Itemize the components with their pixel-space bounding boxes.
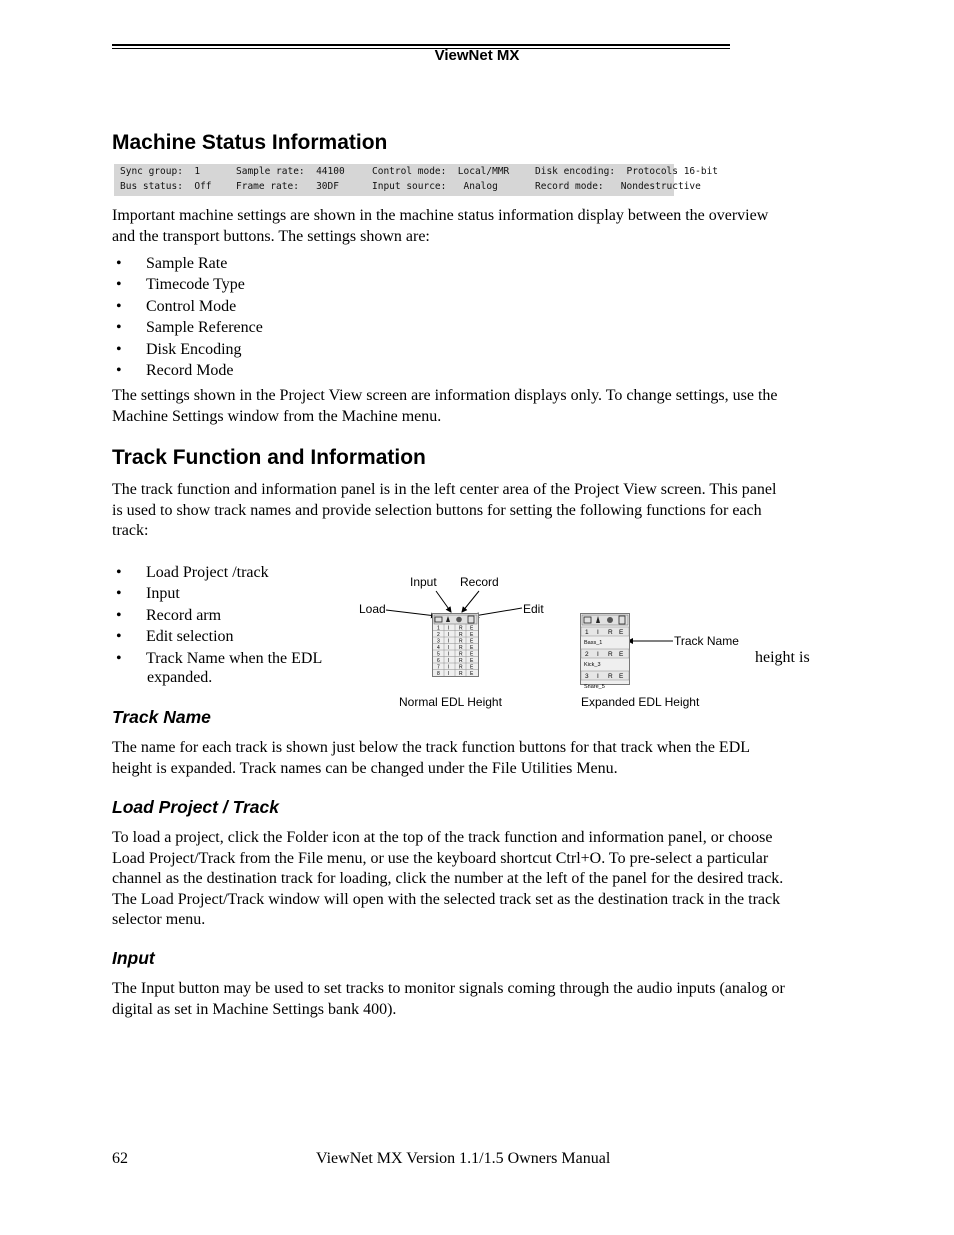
normal-button-letter: E bbox=[470, 671, 474, 677]
normal-button-letter: R bbox=[459, 645, 463, 651]
settings-list bbox=[112, 253, 263, 381]
normal-edl-panel bbox=[432, 613, 479, 677]
normal-button-letter: E bbox=[470, 664, 474, 671]
normal-button-letter: E bbox=[470, 632, 474, 638]
subheading-input: Input bbox=[112, 948, 155, 968]
normal-button-letter: R bbox=[459, 638, 463, 645]
list-item: • Record arm bbox=[112, 605, 322, 626]
list-item: • Timecode Type bbox=[112, 274, 263, 295]
text-line: The name for each track is shown just below the track function buttons for that track when the EDL bbox=[112, 739, 751, 756]
list-item: • Input bbox=[112, 583, 322, 604]
input-button-letter: I bbox=[597, 629, 599, 636]
label-edit: Edit bbox=[523, 602, 544, 616]
normal-button-letter: E bbox=[470, 625, 474, 632]
status-control-mode: Control mode: Local/MMR bbox=[372, 166, 510, 177]
normal-button-letter: R bbox=[459, 671, 463, 677]
track-name-paragraph bbox=[112, 738, 842, 779]
load-project-paragraph bbox=[112, 828, 842, 931]
footer-title: ViewNet MX Version 1.1/1.5 Owners Manual bbox=[316, 1150, 611, 1167]
section-heading-track-function: Track Function and Information bbox=[112, 446, 426, 469]
normal-button-letter: I bbox=[448, 671, 450, 677]
text-line: Machine Settings window from the Machine menu. bbox=[112, 407, 442, 425]
list-item: • Disk Encoding bbox=[112, 339, 263, 360]
normal-track-number: 1 bbox=[437, 625, 440, 632]
label-track-name: Track Name bbox=[674, 634, 739, 648]
label-record: Record bbox=[460, 575, 499, 589]
caption-normal: Normal EDL Height bbox=[399, 695, 502, 709]
normal-track-number: 5 bbox=[437, 651, 440, 658]
normal-button-letter: R bbox=[459, 651, 463, 658]
text-line: The Input button may be used to set tracks to monitor signals coming through the audio inputs (analog or bbox=[112, 980, 785, 997]
text-line: Important machine settings are shown in the machine status information display between the overview bbox=[112, 207, 769, 224]
machine-status-intro bbox=[112, 206, 842, 247]
subheading-load-project: Load Project / Track bbox=[112, 797, 279, 817]
normal-button-letter: I bbox=[448, 645, 450, 651]
edl-figure bbox=[350, 570, 770, 715]
normal-button-letter: E bbox=[470, 645, 474, 651]
section-heading-machine-status: Machine Status Information bbox=[112, 131, 388, 154]
expanded-track-name: Kick_3 bbox=[584, 662, 601, 668]
normal-button-letter: E bbox=[470, 658, 474, 664]
list-item: • Edit selection bbox=[112, 626, 322, 647]
record-icon bbox=[607, 617, 613, 623]
label-input: Input bbox=[410, 575, 437, 589]
running-header: ViewNet MX bbox=[434, 47, 520, 64]
normal-button-letter: E bbox=[470, 651, 474, 658]
normal-button-letter: R bbox=[459, 632, 463, 638]
expanded-track-number: 3 bbox=[585, 673, 589, 680]
text-line: channel as the destination track for loading, click the number at the left of the panel for the desired track. bbox=[112, 870, 784, 887]
record-button-letter: R bbox=[608, 651, 613, 658]
normal-button-letter: I bbox=[448, 664, 450, 671]
expanded-edl-grid bbox=[581, 614, 629, 690]
text-line: digital as set in Machine Settings bank 400). bbox=[112, 1000, 397, 1018]
status-bus-status: Bus status: Off bbox=[120, 181, 212, 192]
edit-button-letter: E bbox=[619, 673, 624, 680]
arrow-load bbox=[386, 610, 436, 616]
normal-track-number: 8 bbox=[437, 671, 440, 677]
status-sample-rate: Sample rate: 44100 bbox=[236, 166, 345, 177]
normal-edl-grid bbox=[433, 614, 478, 676]
list-item: • Sample Rate bbox=[112, 253, 263, 274]
status-disk-encoding: Disk encoding: Protocols 16-bit bbox=[535, 166, 719, 177]
edit-button-letter: E bbox=[619, 651, 624, 658]
normal-track-number: 3 bbox=[437, 638, 440, 645]
text-line: To load a project, click the Folder icon at the top of the track function and information panel, or choose bbox=[112, 829, 773, 846]
input-button-letter: I bbox=[597, 673, 599, 680]
text-line: track: bbox=[112, 522, 149, 539]
expanded-track-name: Bass_1 bbox=[584, 640, 603, 646]
normal-button-letter: I bbox=[448, 625, 450, 632]
text-line: and the transport buttons. The settings shown are: bbox=[112, 227, 430, 245]
record-button-letter: R bbox=[608, 629, 613, 636]
text-line: height is expanded. Track names can be changed under the File Utilities Menu. bbox=[112, 759, 618, 777]
text-line: Load Project/Track from the File menu, or use the keyboard shortcut Ctrl+O. To pre-select a particular bbox=[112, 849, 769, 867]
normal-track-number: 7 bbox=[437, 664, 440, 671]
record-icon bbox=[456, 617, 462, 623]
track-function-list bbox=[112, 562, 322, 669]
caption-expanded: Expanded EDL Height bbox=[581, 695, 700, 709]
normal-track-number: 6 bbox=[437, 658, 440, 664]
arrow-record bbox=[462, 591, 479, 612]
normal-track-number: 4 bbox=[437, 645, 440, 651]
list-item: • Record Mode bbox=[112, 360, 263, 381]
bullet-wrap-text: expanded. bbox=[147, 669, 213, 686]
status-record-mode: Record mode: Nondestructive bbox=[535, 181, 701, 192]
text-line: The Load Project/Track window will open with the selected track set as the destination track in the track bbox=[112, 890, 781, 908]
text-line: The settings shown in the Project View screen are information displays only. To change settings, use the bbox=[112, 387, 778, 404]
track-function-intro bbox=[112, 480, 842, 542]
normal-button-letter: R bbox=[459, 658, 463, 664]
list-item: • Control Mode bbox=[112, 296, 263, 317]
arrow-edit bbox=[474, 608, 522, 616]
normal-track-number: 2 bbox=[437, 632, 440, 638]
bullet-tail-text: height is bbox=[755, 649, 810, 666]
expanded-track-name: Snare_5 bbox=[584, 684, 605, 690]
callout-arrows bbox=[350, 570, 770, 715]
arrow-input bbox=[436, 591, 451, 612]
list-item: • Track Name when the EDL bbox=[112, 648, 322, 669]
normal-button-letter: R bbox=[459, 625, 463, 632]
text-line: selector menu. bbox=[112, 911, 206, 928]
edit-button-letter: E bbox=[619, 629, 624, 636]
text-line: The track function and information panel is in the left center area of the Project View screen. This panel bbox=[112, 481, 777, 498]
input-button-letter: I bbox=[597, 651, 599, 658]
list-item: • Load Project /track bbox=[112, 562, 322, 583]
text-line: is used to show track names and provide selection buttons for setting the following functions for each bbox=[112, 501, 762, 519]
normal-button-letter: I bbox=[448, 638, 450, 645]
normal-button-letter: R bbox=[459, 664, 463, 671]
settings-note bbox=[112, 386, 842, 427]
normal-button-letter: I bbox=[448, 658, 450, 664]
list-item: • Sample Reference bbox=[112, 317, 263, 338]
page-number: 62 bbox=[112, 1150, 128, 1167]
normal-button-letter: I bbox=[448, 632, 450, 638]
status-frame-rate: Frame rate: 30DF bbox=[236, 181, 339, 192]
expanded-track-number: 1 bbox=[585, 629, 589, 636]
status-sync-group: Sync group: 1 bbox=[120, 166, 201, 177]
expanded-edl-panel bbox=[580, 613, 630, 690]
input-paragraph bbox=[112, 979, 842, 1020]
record-button-letter: R bbox=[608, 673, 613, 680]
normal-button-letter: E bbox=[470, 638, 474, 645]
subheading-track-name: Track Name bbox=[112, 707, 211, 727]
normal-button-letter: I bbox=[448, 651, 450, 658]
machine-status-bar bbox=[114, 164, 719, 196]
header-rule-thick bbox=[112, 44, 730, 46]
expanded-track-number: 2 bbox=[585, 651, 589, 658]
status-input-source: Input source: Analog bbox=[372, 181, 498, 192]
label-load: Load bbox=[359, 602, 386, 616]
